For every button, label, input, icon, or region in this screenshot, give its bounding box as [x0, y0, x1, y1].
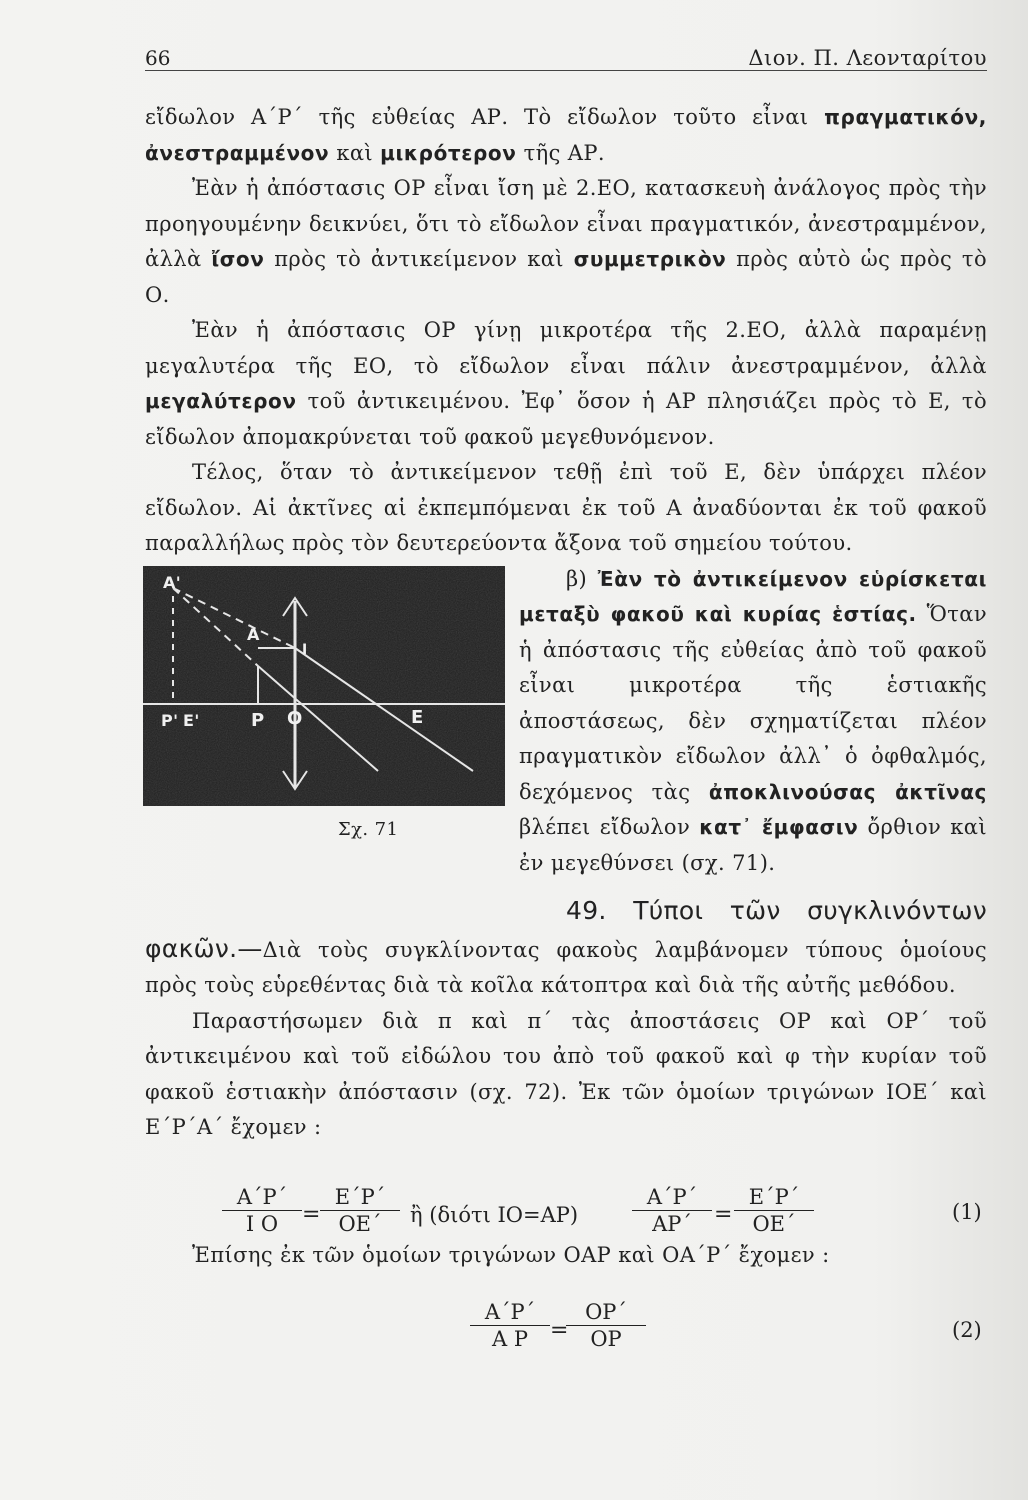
paragraph: Ἐὰν ἡ ἀπόστασις ΟΡ γίνῃ μικροτέρα τῆς 2.ΕΟ, ἀλλὰ παραμένῃ μεγαλυτέρα τῆς ΕΟ, τὸ εἴδωλον εἶναι πάλιν ἀνεστραμμένον, ἀλλὰ μεγαλύτερον τοῦ ἀντικειμένου. Ἐφ᾿ ὅσον ἡ ΑΡ πλησιάζει πρὸς τὸ Ε, τὸ εἴδωλον ἀπομακρύνεται τοῦ φακοῦ μεγεθυνόμενον.	[145, 318, 987, 449]
label-A-prime: A'	[163, 572, 182, 592]
equals-sign: =	[714, 1202, 733, 1227]
figure-71	[143, 566, 505, 916]
equation-number: (2)	[952, 1318, 982, 1342]
label-O: O	[287, 707, 303, 729]
header-rule	[145, 70, 987, 71]
label-P-prime: P'	[161, 710, 179, 730]
fraction: $\frac{E΄P΄}{OE΄}$	[320, 1185, 400, 1236]
paragraph: Ἐὰν ἡ ἀπόστασις ΟΡ εἶναι ἴση μὲ 2.ΕΟ, κατασκευὴ ἀνάλογος πρὸς τὴν προηγουμένην δεικνύει, ὅτι τὸ εἴδωλον εἶναι πραγματικόν, ἀνεστραμμένον, ἀλλὰ ἴσον πρὸς τὸ ἀντικείμενον καὶ συμμετρικὸν πρὸς αὐτὸ ὡς πρὸς τὸ Ο.	[145, 176, 987, 307]
section-paragraph: 49. Τύποι τῶν συγκλινόντων φακῶν.—Διὰ τοὺς συγκλίνοντας φακοὺς λαμβάνομεν τύπους ὁμοίους πρὸς τοὺς εὑρεθέντας διὰ τὰ κοῖλα κάτοπτρα καὶ διὰ τῆς αὐτῆς μεθόδου.	[145, 896, 987, 997]
label-I: I	[302, 641, 308, 658]
page-header	[145, 40, 987, 70]
label-P: P	[251, 709, 265, 731]
page-number: 66	[145, 46, 171, 70]
section-heading: 49. Τύποι τῶν συγκλινόντων φακῶν.—	[145, 896, 987, 963]
equation-condition: ἢ (διότι ΙΟ=ΑΡ)	[410, 1203, 579, 1227]
figure-caption: Σχ. 71	[338, 818, 399, 840]
paragraph: εἴδωλον Α΄Ρ΄ τῆς εὐθείας ΑΡ. Τὸ εἴδωλον τοῦτο εἶναι πραγματικόν, ἀνεστραμμένον καὶ μικρότερον τῆς ΑΡ.	[145, 105, 987, 165]
paragraph: Ἐπίσης ἐκ τῶν ὁμοίων τριγώνων ΟΑΡ καὶ ΟΑ΄Ρ΄ ἔχομεν :	[192, 1242, 830, 1267]
label-E-prime: E'	[183, 710, 200, 730]
equals-sign: =	[302, 1202, 321, 1227]
label-E: E	[411, 706, 424, 728]
paragraph: Παραστήσωμεν διὰ π καὶ π΄ τὰς ἀποστάσεις ΟΡ καὶ ΟΡ΄ τοῦ ἀντικειμένου καὶ τοῦ εἰδώλου του ἀπὸ τοῦ φακοῦ καὶ φ τὴν κυρίαν τοῦ φακοῦ ἑστιακὴν ἀπόστασιν (σχ. 72). Ἐκ τῶν ὁμοίων τριγώνων ΙΟΕ΄ καὶ Ε΄Ρ΄Α΄ ἔχομεν :	[145, 1008, 987, 1139]
fraction: $\frac{A΄P΄}{AP΄}$	[632, 1185, 712, 1236]
fraction: $\frac{OP΄}{OP}$	[566, 1300, 646, 1351]
fraction: $\frac{A΄P΄}{\text{Α Ρ}}$	[470, 1300, 550, 1351]
fraction: $\frac{E΄P΄}{OE΄}$	[734, 1185, 814, 1236]
equals-sign: =	[550, 1318, 569, 1343]
paragraph: Τέλος, ὅταν τὸ ἀντικείμενον τεθῇ ἐπὶ τοῦ Ε, δὲν ὑπάρχει πλέον εἴδωλον. Αἱ ἀκτῖνες αἱ ἐκπεμπόμεναι ἐκ τοῦ Α ἀναδύονται ἐκ τοῦ φακοῦ παραλλήλως πρὸς τὸν δευτερεύοντα ἄξονα τοῦ σημείου τούτου.	[145, 460, 987, 555]
label-A: A	[247, 624, 260, 644]
body-text	[145, 100, 987, 1273]
equation-number: (1)	[952, 1200, 982, 1224]
lens-diagram	[143, 566, 505, 806]
running-head: Διον. Π. Λεονταρίτου	[748, 46, 987, 70]
fraction: $\frac{A΄P΄}{\text{Ι Ο}}$	[222, 1185, 302, 1236]
paragraph: β) Ἐὰν τὸ ἀντικείμενον εὑρίσκεται μεταξὺ φακοῦ καὶ κυρίας ἑστίας. Ὅταν ἡ ἀπόστασις τῆς εὐθείας ἀπὸ τοῦ φακοῦ εἶναι μικροτέρα τῆς ἑστιακῆς ἀποστάσεως, δὲν σχηματίζεται πλέον πραγματικὸν εἴδωλον ἀλλ᾿ ὁ ὀφθαλμός, δεχόμενος τὰς ἀποκλινούσας ἀκτῖνας βλέπει εἴδωλον κατ᾿ ἔμφασιν ὄρθιον καὶ ἐν μεγεθύνσει (σχ. 71).	[519, 566, 988, 875]
